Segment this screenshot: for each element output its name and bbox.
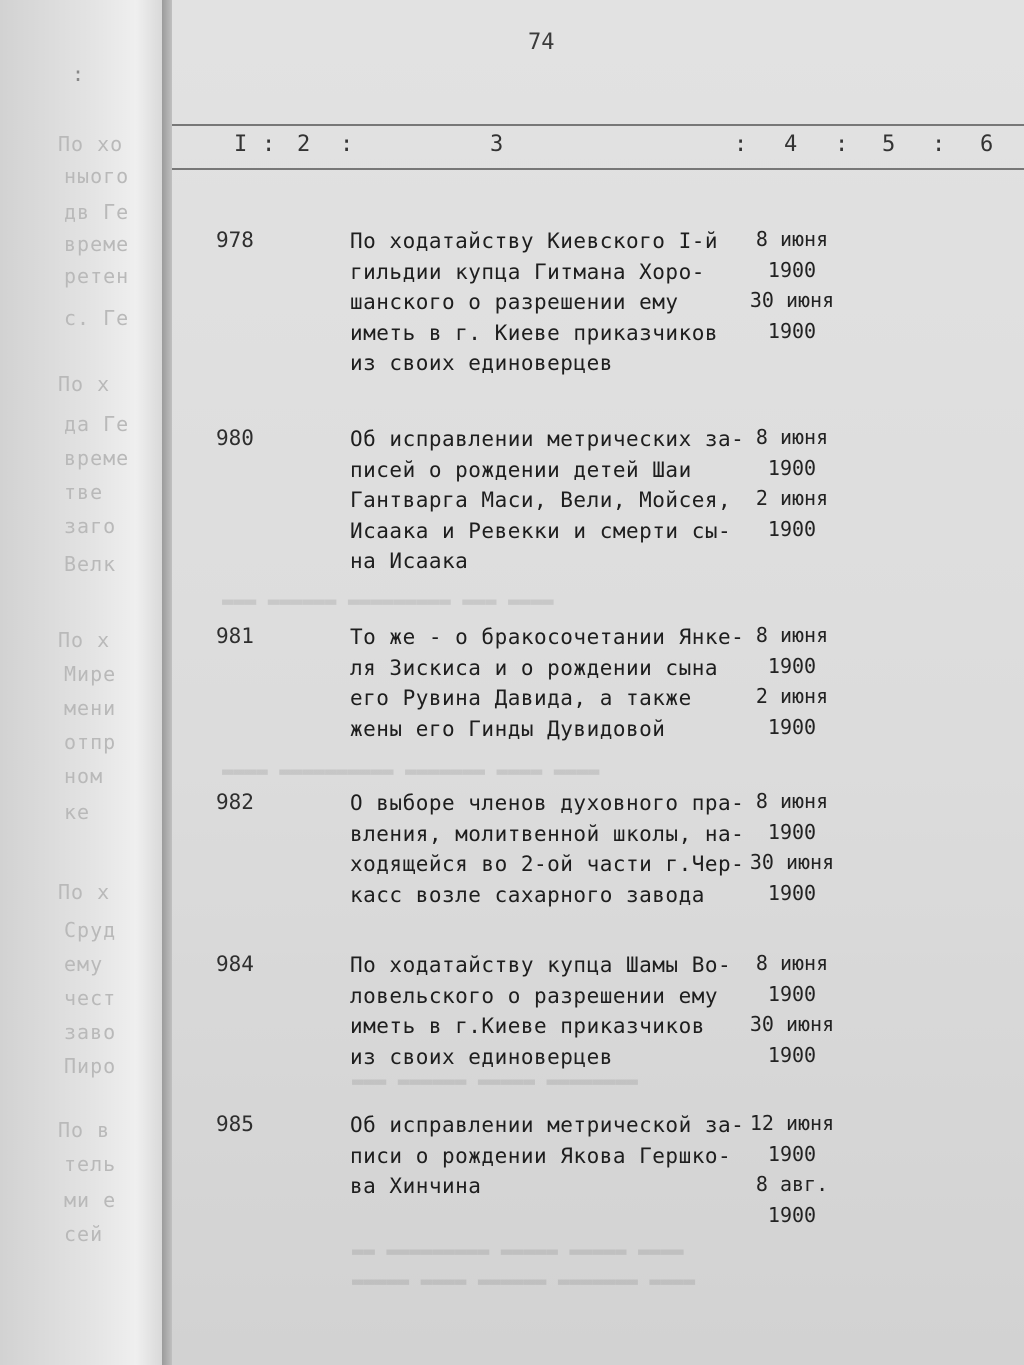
facing-page-fragment: По хо (58, 132, 124, 156)
bleed-through-shadow: ▬▬▬▬ ▬▬▬▬▬▬▬▬▬▬ ▬▬▬▬▬▬▬ ▬▬▬▬ ▬▬▬▬ (222, 760, 600, 782)
column-header-1: I (234, 132, 248, 157)
header-top-rule (172, 124, 1024, 126)
entry-number: 982 (216, 790, 254, 814)
entry-dates (742, 948, 842, 1070)
header-bottom-rule (172, 168, 1024, 170)
entry-description-line: иметь в г.Киеве приказчиков (350, 1014, 705, 1038)
facing-page-fragment: сей (64, 1222, 104, 1246)
entry-number: 984 (216, 952, 254, 976)
page-number: 74 (528, 30, 555, 55)
entry-date-line: 1900 (767, 1202, 817, 1227)
entry-description-line: По ходатайству Киевского I-й (350, 229, 719, 253)
facing-page-fragment: дв Ге (64, 200, 130, 224)
entry-description-line: на Исаака (350, 549, 469, 573)
facing-page-fragment: ке (64, 800, 91, 824)
facing-page-fragment: отпр (64, 730, 117, 754)
entry-date-line: 1900 (767, 516, 817, 541)
entry-dates (742, 786, 842, 908)
entry-description (350, 1110, 744, 1202)
facing-page-fragment: По х (58, 880, 111, 904)
entry-date-line: 30 июня (749, 1012, 835, 1036)
entry-dates (742, 620, 842, 742)
entry-date-line: 8 июня (755, 951, 829, 975)
facing-page-fragment: заво (64, 1020, 117, 1044)
entry-date-line: 12 июня (749, 1111, 835, 1135)
entry-date-line: 1900 (767, 981, 817, 1006)
column-separator: : (340, 132, 354, 157)
entry-date-line: 1900 (767, 318, 817, 343)
entry-description (350, 226, 718, 379)
facing-page-fragment: мени (64, 696, 117, 720)
entry-date-line: 2 июня (755, 486, 829, 510)
facing-page-fragment: ми е (64, 1188, 117, 1212)
column-separator: : (835, 132, 849, 157)
entry-description-line: Гантварга Маси, Вели, Мойсея, (350, 488, 732, 512)
facing-page-fragment: ном (64, 764, 104, 788)
facing-page-fragment: с. Ге (64, 306, 130, 330)
entry-description-line: Об исправлении метрических за- (350, 427, 745, 451)
entry-date-line: 1900 (767, 880, 817, 905)
column-header-3: 3 (490, 132, 504, 157)
entry-date-line: 30 июня (749, 850, 835, 874)
facing-page-fragment: време (64, 446, 130, 470)
facing-page-fragment: заго (64, 514, 117, 538)
entry-date-line: 8 авг. (755, 1172, 829, 1196)
entry-date-line: 2 июня (755, 684, 829, 708)
entry-description (350, 788, 744, 910)
margin-mark: : (72, 62, 85, 86)
facing-page-fragment: Мире (64, 662, 117, 686)
bleed-through-shadow: ▬▬ ▬▬▬▬▬▬▬▬▬ ▬▬▬▬▬ ▬▬▬▬▬ ▬▬▬▬ (352, 1240, 684, 1262)
facing-page-fragment: Пиро (64, 1054, 117, 1078)
column-header-4: 4 (784, 132, 798, 157)
entry-date-line: 1900 (767, 455, 817, 480)
facing-page-fragment: Сруд (64, 918, 117, 942)
entry-description (350, 424, 744, 577)
entry-number: 980 (216, 426, 254, 450)
entry-description-line: писи о рождении Якова Гершко- (350, 1143, 732, 1168)
entry-number: 985 (216, 1112, 254, 1136)
entry-description-line: из своих единоверцев (350, 1044, 613, 1069)
entry-dates (742, 1108, 842, 1230)
column-header-2: 2 (297, 132, 311, 157)
entry-date-line: 8 июня (755, 789, 829, 813)
bleed-through-shadow: ▬▬▬ ▬▬▬▬▬▬ ▬▬▬▬▬▬▬▬▬ ▬▬▬ ▬▬▬▬ (222, 590, 554, 612)
facing-page-fragment: По в (58, 1118, 111, 1142)
facing-page-fragment: По х (58, 372, 111, 396)
column-separator: : (932, 132, 946, 157)
entry-date-line: 1900 (767, 714, 817, 739)
entry-date-line: 30 июня (749, 288, 835, 312)
entry-date-line: 8 июня (755, 227, 829, 251)
entry-description-line: шанского о разрешении ему (350, 290, 679, 314)
entry-description-line: вления, молитвенной школы, на- (350, 821, 745, 846)
entry-date-line: 1900 (767, 257, 817, 282)
column-header-6: 6 (980, 132, 994, 157)
column-separator: : (734, 132, 748, 157)
facing-page-fragment: По х (58, 628, 111, 652)
entry-description-line: иметь в г. Киеве приказчиков (350, 320, 719, 345)
bleed-through-shadow: ▬▬▬ ▬▬▬▬▬▬ ▬▬▬▬▬ ▬▬▬▬▬▬▬▬ (352, 1070, 638, 1092)
facing-page-fragment: време (64, 232, 130, 256)
entry-description-line: Исаака и Ревекки и смерти сы- (350, 518, 732, 543)
facing-page-fragment: ныого (64, 164, 130, 188)
entry-date-line: 1900 (767, 1042, 817, 1067)
facing-page-fragment: тве (64, 480, 104, 504)
entry-description (350, 950, 731, 1072)
facing-page-fragment: ретен (64, 264, 130, 288)
entry-description-line: его Рувина Давида, а также (350, 686, 692, 710)
entry-description-line: ходящейся во 2-ой части г.Чер- (350, 852, 745, 876)
bleed-through-shadow: ▬▬▬▬▬ ▬▬▬▬ ▬▬▬▬▬▬ ▬▬▬▬▬▬▬ ▬▬▬▬ (352, 1270, 696, 1292)
entry-description-line: ва Хинчина (350, 1174, 482, 1198)
entry-description-line: Об исправлении метрической за- (350, 1113, 745, 1137)
entry-description-line: ля Зискиса и о рождении сына (350, 655, 719, 680)
entry-description-line: гильдии купца Гитмана Хоро- (350, 259, 705, 284)
entry-description-line: ловельского о разрешении ему (350, 983, 719, 1008)
entry-description-line: из своих единоверцев (350, 351, 613, 375)
facing-page-fragment: да Ге (64, 412, 130, 436)
column-separator: : (262, 132, 276, 157)
entry-description-line: касс возле сахарного завода (350, 882, 705, 907)
entry-date-line: 1900 (767, 819, 817, 844)
facing-page-fragment: ему (64, 952, 104, 976)
entry-dates (742, 422, 842, 544)
facing-page-fragment: чест (64, 986, 117, 1010)
facing-page-fragment: тель (64, 1152, 117, 1176)
entry-description-line: писей о рождении детей Шаи (350, 457, 692, 482)
facing-page (0, 0, 170, 1365)
entry-description (350, 622, 744, 744)
entry-number: 978 (216, 228, 254, 252)
entry-date-line: 1900 (767, 1141, 817, 1166)
entry-date-line: 8 июня (755, 623, 829, 647)
entry-date-line: 1900 (767, 653, 817, 678)
entry-description-line: О выборе членов духовного пра- (350, 791, 745, 815)
entry-description-line: То же - о бракосочетании Янке- (350, 625, 745, 649)
entry-description-line: По ходатайству купца Шамы Во- (350, 953, 732, 977)
entry-date-line: 8 июня (755, 425, 829, 449)
facing-page-fragment: Велк (64, 552, 117, 576)
entry-number: 981 (216, 624, 254, 648)
entry-description-line: жены его Гинды Дувидовой (350, 716, 666, 741)
column-header-5: 5 (882, 132, 896, 157)
entry-dates (742, 224, 842, 346)
